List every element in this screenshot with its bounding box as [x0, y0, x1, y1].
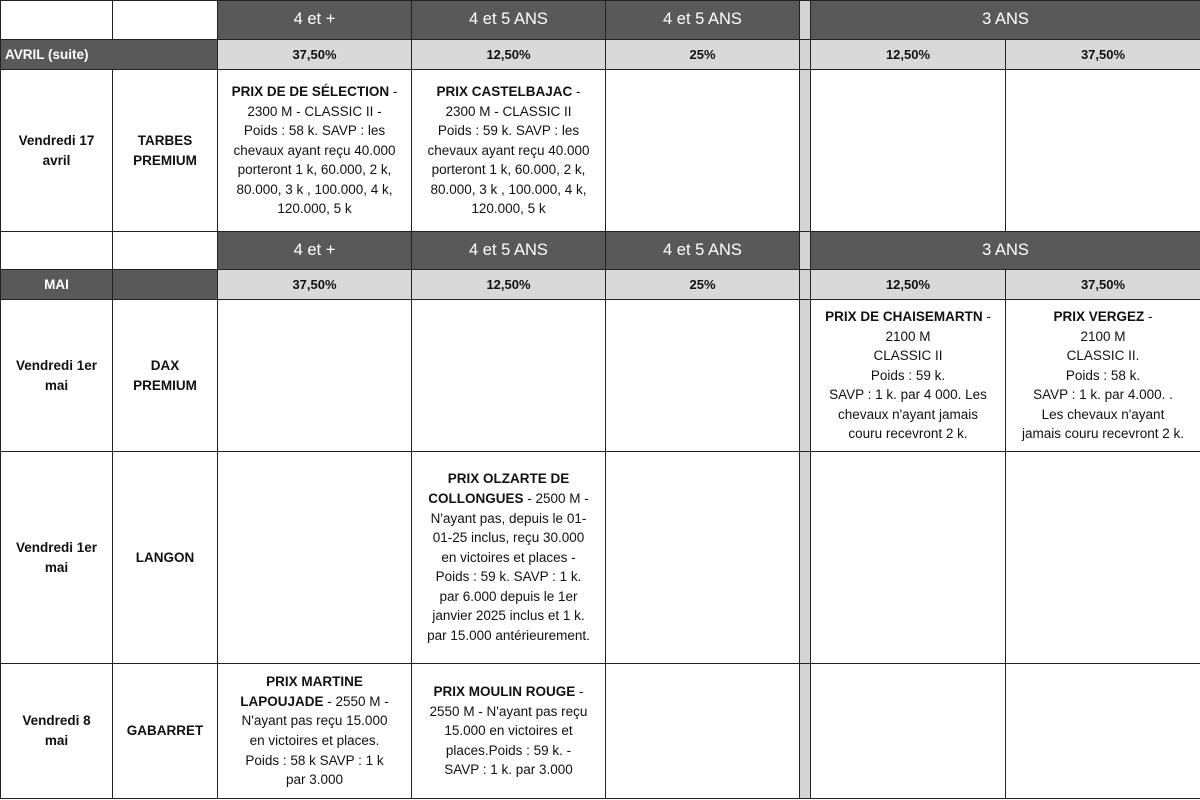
month-label-blank	[113, 270, 218, 300]
race-venue: TARBES PREMIUM	[113, 70, 218, 232]
race-row-gabarret	[1, 664, 1200, 799]
race-date: Vendredi 1er mai	[1, 452, 113, 664]
header-4-5-ans-a: 4 et 5 ANS	[412, 232, 606, 270]
race-name: PRIX VERGEZ	[1053, 308, 1145, 324]
empty-cell	[218, 452, 412, 664]
header-3-ans: 3 ANS	[811, 1, 1200, 40]
race-name: PRIX DE DE SÉLECTION	[231, 83, 390, 99]
percent-4-5-a: 12,50%	[412, 270, 606, 300]
race-name: PRIX DE CHAISEMARTN	[825, 308, 983, 324]
race-name: LAPOUJADE	[240, 693, 324, 709]
percent-3-b: 37,50%	[1006, 40, 1200, 70]
column-separator	[800, 270, 811, 300]
empty-cell	[412, 300, 606, 452]
race-entry: PRIX DE CHAISEMARTN - 2100 M CLASSIC II Poids : 59 k. SAVP : 1 k. par 4 000. Les chevaux n'ayant jamais couru recevront 2 k.	[811, 300, 1006, 452]
race-venue: GABARRET	[113, 664, 218, 799]
race-name: PRIX CASTELBAJAC	[436, 83, 573, 99]
header-blank-1	[1, 1, 113, 40]
header-4-5-ans-b: 4 et 5 ANS	[606, 1, 800, 40]
empty-cell	[606, 664, 800, 799]
column-separator	[800, 70, 811, 232]
empty-cell	[811, 452, 1006, 664]
header-row	[1, 1, 1200, 40]
percent-4plus: 37,50%	[218, 270, 412, 300]
race-venue: DAX PREMIUM	[113, 300, 218, 452]
percent-3-a: 12,50%	[811, 40, 1006, 70]
column-separator	[800, 1, 811, 40]
race-name: PRIX MARTINE	[266, 674, 363, 690]
percent-row-avril	[1, 40, 1200, 70]
empty-cell	[811, 664, 1006, 799]
race-date: Vendredi 1er mai	[1, 300, 113, 452]
race-name: COLLONGUES	[428, 490, 524, 506]
race-entry: PRIX MOULIN ROUGE - 2550 M - N'ayant pas reçu 15.000 en victoires et places.Poids : 59 k. - SAVP : 1 k. par 3.000	[412, 664, 606, 799]
race-date: Vendredi 8 mai	[1, 664, 113, 799]
empty-cell	[218, 300, 412, 452]
race-row-langon	[1, 452, 1200, 664]
header-blank-2	[113, 232, 218, 270]
percent-4-5-b: 25%	[606, 40, 800, 70]
race-entry: PRIX OLZARTE DE COLLONGUES - 2500 M - N'ayant pas, depuis le 01- 01-25 inclus, reçu 30.000 en victoires et places - Poids : 59 k. SAVP : 1 k. par 6.000 depuis le 1er janvier 2025 inclus et 1 k. par 15.000 antérieurement.	[412, 452, 606, 664]
header-4-5-ans-b: 4 et 5 ANS	[606, 232, 800, 270]
empty-cell	[606, 70, 800, 232]
column-separator	[800, 452, 811, 664]
race-entry: PRIX VERGEZ - 2100 M CLASSIC II. Poids : 58 k. SAVP : 1 k. par 4.000. . Les chevaux n'ayant jamais couru recevront 2 k.	[1006, 300, 1200, 452]
header-3-ans: 3 ANS	[811, 232, 1200, 270]
percent-row-mai	[1, 270, 1200, 300]
header-4plus: 4 et +	[218, 1, 412, 40]
header-4plus: 4 et +	[218, 232, 412, 270]
header-4-5-ans-a: 4 et 5 ANS	[412, 1, 606, 40]
column-separator	[800, 300, 811, 452]
column-separator	[800, 664, 811, 799]
race-venue: LANGON	[113, 452, 218, 664]
empty-cell	[1006, 452, 1200, 664]
column-separator	[800, 40, 811, 70]
race-name: PRIX OLZARTE DE	[447, 471, 570, 487]
race-entry: PRIX DE DE SÉLECTION - 2300 M - CLASSIC II - Poids : 58 k. SAVP : les chevaux ayant reçu 40.000 porteront 1 k, 60.000, 2 k, 80.000, 3 k , 100.000, 4 k, 120.000, 5 k	[218, 70, 412, 232]
empty-cell	[1006, 70, 1200, 232]
percent-4-5-b: 25%	[606, 270, 800, 300]
race-entry: PRIX MARTINE LAPOUJADE - 2550 M - N'ayant pas reçu 15.000 en victoires et places. Poids : 58 k SAVP : 1 k par 3.000	[218, 664, 412, 799]
header-row	[1, 232, 1200, 270]
empty-cell	[1006, 664, 1200, 799]
header-blank-2	[113, 1, 218, 40]
percent-3-b: 37,50%	[1006, 270, 1200, 300]
empty-cell	[606, 300, 800, 452]
percent-4-5-a: 12,50%	[412, 40, 606, 70]
race-row-tarbes	[1, 70, 1200, 232]
percent-4plus: 37,50%	[218, 40, 412, 70]
empty-cell	[811, 70, 1006, 232]
column-separator	[800, 232, 811, 270]
percent-3-a: 12,50%	[811, 270, 1006, 300]
month-label-mai: MAI	[1, 270, 113, 300]
month-label-avril: AVRIL (suite)	[1, 40, 218, 70]
race-date: Vendredi 17 avril	[1, 70, 113, 232]
race-entry: PRIX CASTELBAJAC - 2300 M - CLASSIC II Poids : 59 k. SAVP : les chevaux ayant reçu 40.000 porteront 1 k, 60.000, 2 k, 80.000, 3 k , 100.000, 4 k, 120.000, 5 k	[412, 70, 606, 232]
race-row-dax	[1, 300, 1200, 452]
header-blank-1	[1, 232, 113, 270]
empty-cell	[606, 452, 800, 664]
race-name: PRIX MOULIN ROUGE	[433, 684, 576, 700]
